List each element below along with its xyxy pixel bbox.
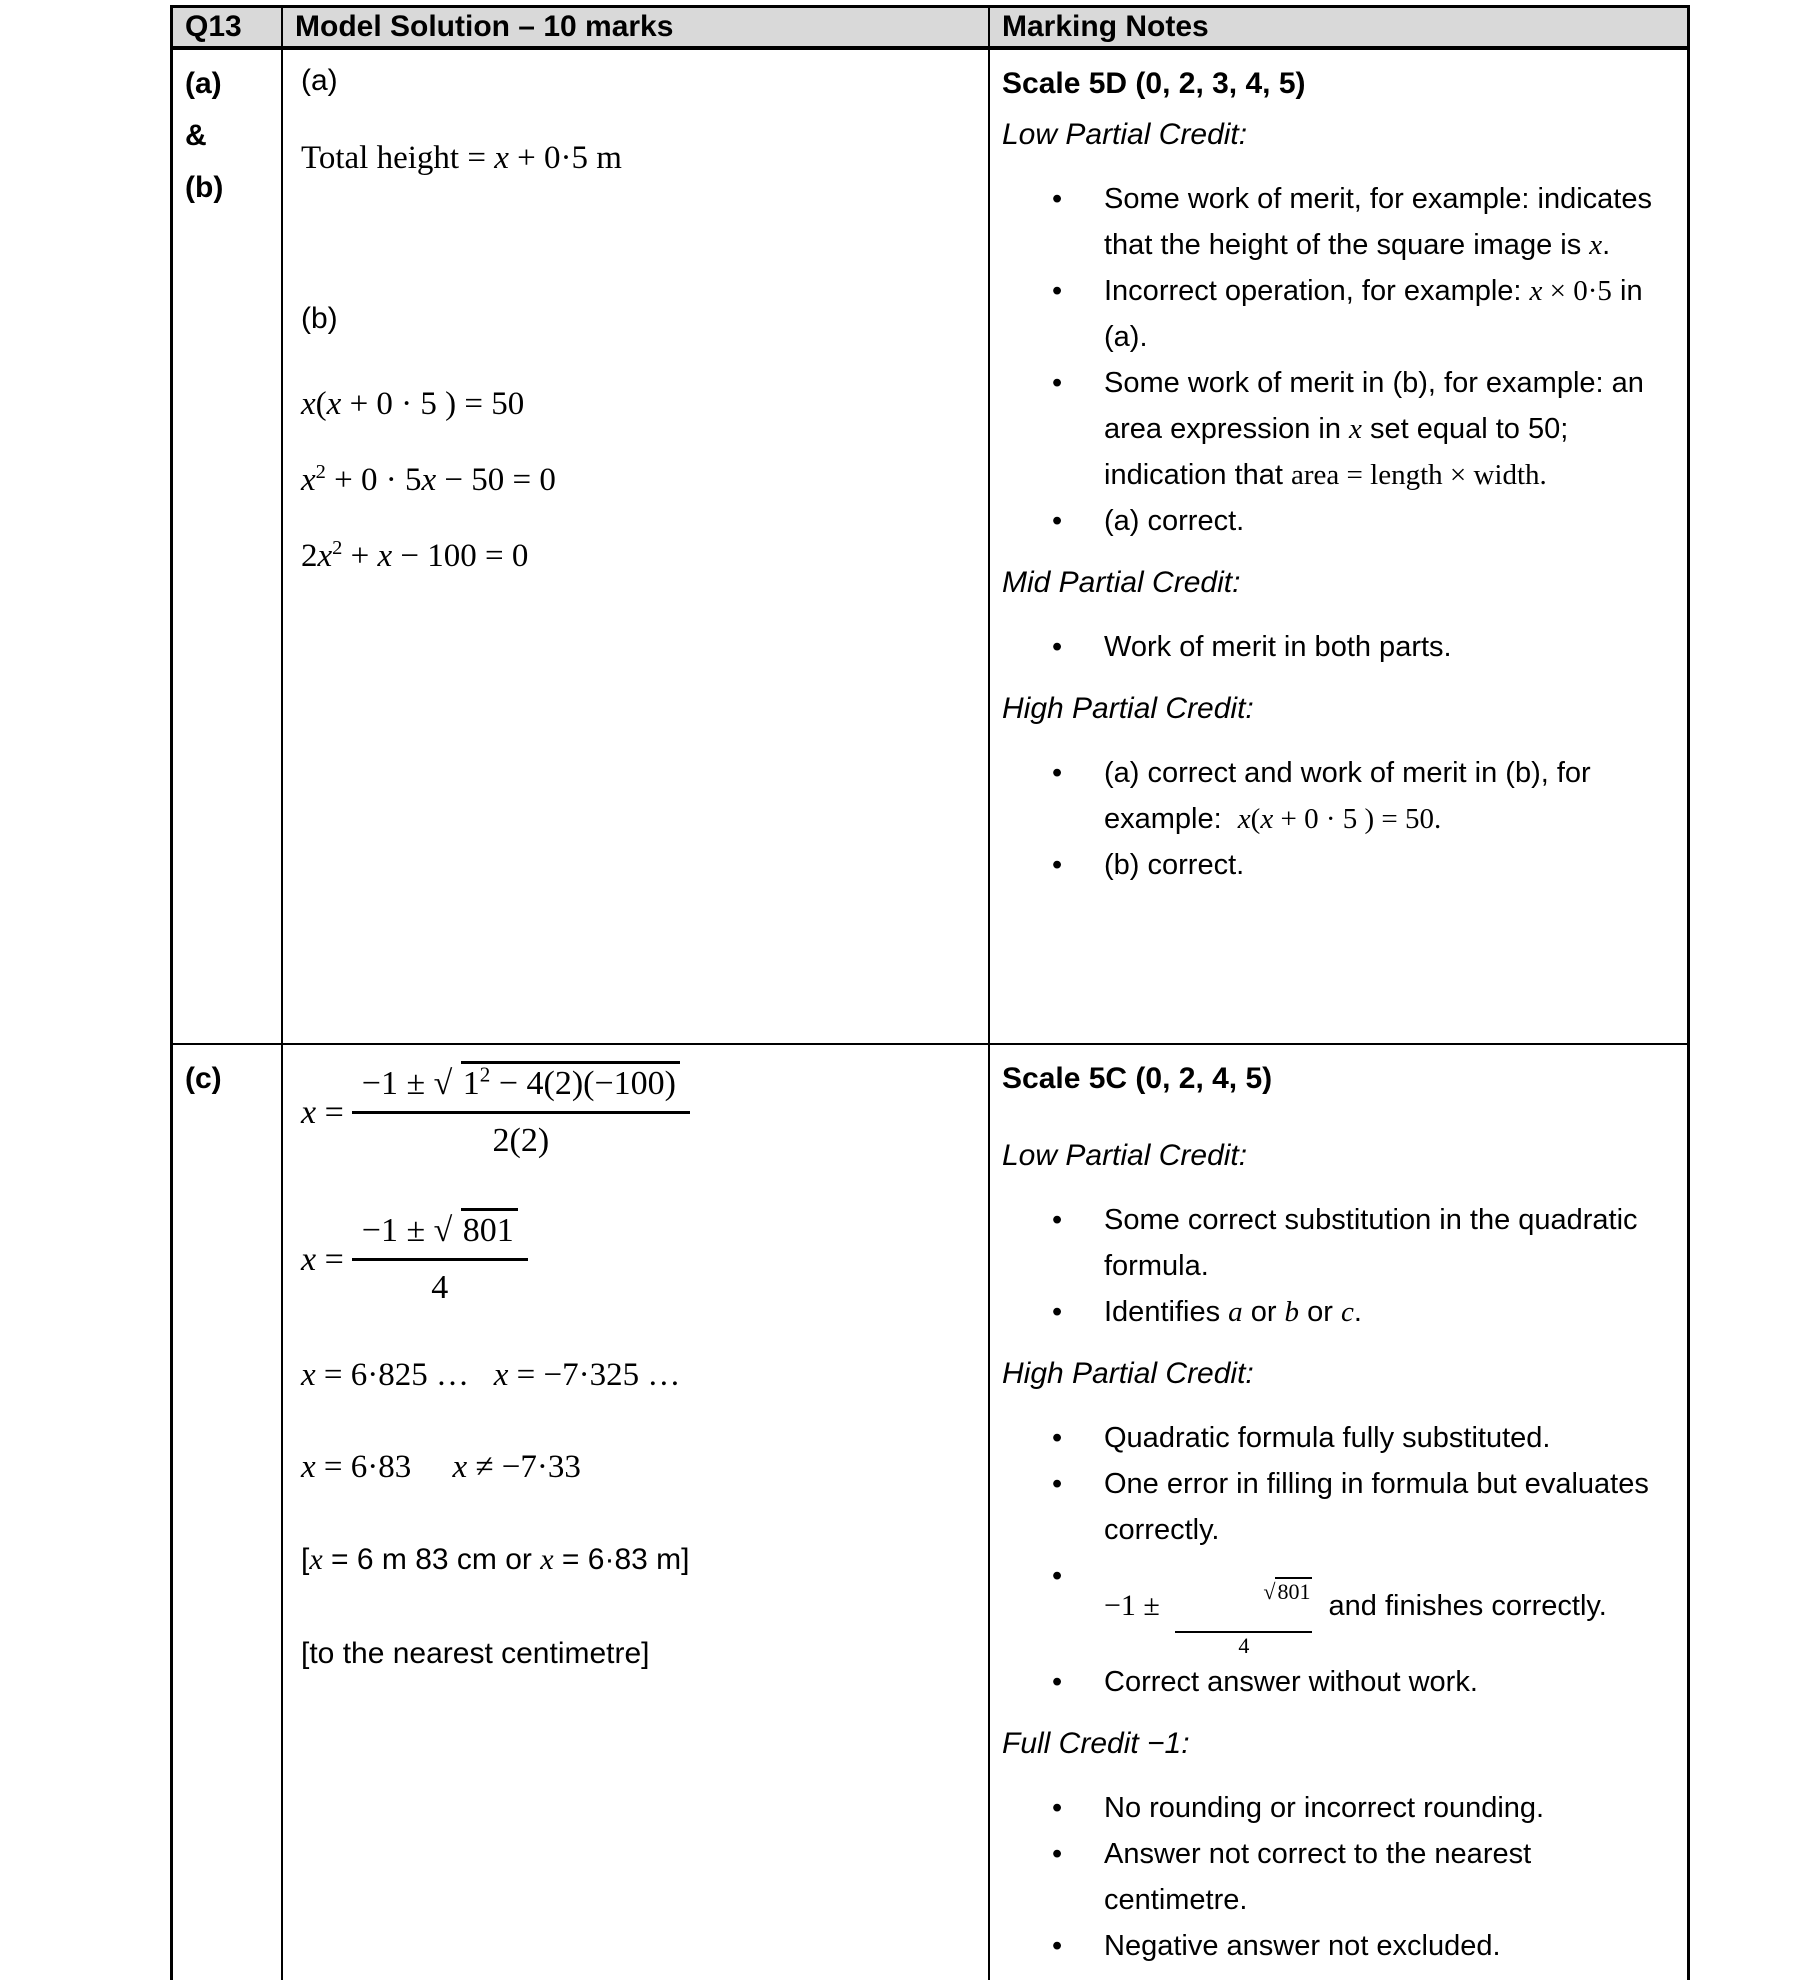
row-c-label-cell <box>173 1045 283 1980</box>
radical-sign: √ <box>433 1212 453 1249</box>
bullet-dot: • <box>1052 183 1063 215</box>
bullet-text: Some work of merit, for example: indicates that the height of the square image is x. <box>1104 183 1661 261</box>
high-partial-credit-list <box>1002 1415 1661 1705</box>
high-partial-credit-heading: High Partial Credit: <box>1002 692 1254 725</box>
bullet-dot: • <box>1052 1422 1063 1454</box>
header-marking-notes-label: Marking Notes <box>1002 10 1209 43</box>
quadratic-formula-simplified <box>301 1204 988 1315</box>
bullet-text: (b) correct. <box>1104 849 1245 881</box>
full-credit-minus-1-heading: Full Credit −1: <box>1002 1727 1190 1760</box>
header-question-number <box>173 8 283 50</box>
answer-units-line: [x = 6 m 83 cm or x = 6·83 m] <box>301 1543 690 1576</box>
equation-3: $2x^2 + x - 100 = 0$ <box>301 537 529 574</box>
formula-lead: x = <box>301 1093 344 1131</box>
bullet-item <box>1052 1659 1661 1705</box>
fraction-numerator <box>352 1057 690 1111</box>
quadratic-formula-substituted <box>301 1057 988 1168</box>
mid-partial-credit-list <box>1002 624 1661 670</box>
bullet-item <box>1052 1785 1661 1831</box>
bullet-dot: • <box>1052 505 1063 537</box>
bullet-item <box>1052 1831 1661 1923</box>
bullet-item <box>1052 624 1661 670</box>
bullet-text: Some correct substitution in the quadratic formula. <box>1104 1204 1646 1282</box>
small-fraction-denominator: 4 <box>1175 1631 1312 1659</box>
bullet-text: (a) correct. <box>1104 505 1245 537</box>
row-ab-label-cell <box>173 50 283 1045</box>
bullet-dot: • <box>1052 757 1063 789</box>
ampersand-label: & <box>185 119 207 152</box>
bullet-item <box>1052 842 1661 888</box>
bullet-dot: • <box>1052 1838 1063 1870</box>
bullet-text: Incorrect operation, for example: x × 0·5 in (a). <box>1104 275 1651 353</box>
bullet-text: Negative answer not excluded. <box>1104 1930 1501 1962</box>
square-root <box>434 1208 518 1249</box>
bullet-text: Answer not correct to the nearest centimetre. <box>1104 1838 1540 1916</box>
bullet-dot: • <box>1052 1560 1063 1592</box>
bullet-item <box>1052 750 1661 842</box>
scale-5d-heading: Scale 5D (0, 2, 3, 4, 5) <box>1002 67 1306 100</box>
fraction <box>352 1057 690 1168</box>
numerator-prefix: −1 ± <box>361 1212 434 1249</box>
bullet-item <box>1052 360 1661 498</box>
row-ab-notes-cell <box>990 50 1687 1045</box>
radicand: 801 <box>461 1208 518 1249</box>
roots-line: x = 6·825 … x = −7·325 … <box>301 1357 681 1393</box>
bullet-dot: • <box>1052 275 1063 307</box>
header-model-solution <box>283 8 990 50</box>
radicand: 801 <box>1277 1579 1311 1604</box>
bullet-dot: • <box>1052 1296 1063 1328</box>
fraction-denominator: 4 <box>352 1258 528 1315</box>
radical-sign: √ <box>433 1065 453 1102</box>
bullet-item <box>1052 1553 1661 1659</box>
high-partial-credit-heading: High Partial Credit: <box>1002 1357 1254 1390</box>
bullet-dot: • <box>1052 1792 1063 1824</box>
bullet-item <box>1052 1197 1661 1289</box>
full-credit-list <box>1002 1785 1661 1969</box>
bullet-dot: • <box>1052 849 1063 881</box>
bullet-dot: • <box>1052 367 1063 399</box>
low-partial-credit-heading: Low Partial Credit: <box>1002 118 1248 151</box>
bullet-item <box>1052 1415 1661 1461</box>
radical-sign: √ <box>1263 1579 1276 1604</box>
part-b-label: (b) <box>185 171 224 204</box>
fraction-bullet-prefix: −1 ± <box>1104 1589 1168 1622</box>
low-partial-credit-list <box>1002 1197 1661 1335</box>
bullet-dot: • <box>1052 1468 1063 1500</box>
numerator-prefix: −1 ± <box>361 1065 434 1102</box>
equation-1: x(x + 0 · 5 ) = 50 <box>301 386 525 422</box>
solution-part-b-heading: (b) <box>301 302 338 335</box>
bullet-item <box>1052 1923 1661 1969</box>
header-marking-notes <box>990 8 1687 50</box>
bullet-dot: • <box>1052 1666 1063 1698</box>
part-a-label: (a) <box>185 67 222 100</box>
mid-partial-credit-heading: Mid Partial Credit: <box>1002 566 1241 599</box>
bullet-dot: • <box>1052 1204 1063 1236</box>
row-ab-solution-cell <box>283 50 990 1045</box>
part-c-label: (c) <box>185 1062 222 1095</box>
high-partial-credit-list <box>1002 750 1661 888</box>
rounded-roots-line: x = 6·83 x ≠ −7·33 <box>301 1449 581 1485</box>
header-question-number-label: Q13 <box>185 10 242 43</box>
low-partial-credit-heading: Low Partial Credit: <box>1002 1139 1248 1172</box>
small-fraction-numerator <box>1175 1553 1312 1631</box>
bullet-item <box>1052 498 1661 544</box>
fraction-denominator: 2(2) <box>352 1111 690 1168</box>
fraction <box>352 1204 528 1315</box>
bullet-item <box>1052 1461 1661 1553</box>
nearest-centimetre-line: [to the nearest centimetre] <box>301 1637 650 1670</box>
bullet-item <box>1052 1289 1661 1335</box>
bullet-text: Quadratic formula fully substituted. <box>1104 1422 1551 1454</box>
square-root <box>434 1061 680 1102</box>
solution-part-a-heading: (a) <box>301 64 338 97</box>
low-partial-credit-list <box>1002 176 1661 544</box>
radicand: $1^2 - 4(2)(-100)$ <box>461 1061 680 1102</box>
bullet-item <box>1052 268 1661 360</box>
fraction-bullet-suffix: and finishes correctly. <box>1320 1590 1607 1622</box>
bullet-text: Identifies a or b or c. <box>1104 1296 1362 1328</box>
bullet-text: One error in filling in formula but evaluates correctly. <box>1104 1468 1657 1546</box>
scale-5c-heading: Scale 5C (0, 2, 4, 5) <box>1002 1062 1273 1095</box>
row-c-solution-cell <box>283 1045 990 1980</box>
bullet-item <box>1052 176 1661 268</box>
fraction-numerator <box>352 1204 528 1258</box>
small-fraction <box>1175 1553 1312 1659</box>
bullet-dot: • <box>1052 631 1063 663</box>
bullet-text: (a) correct and work of merit in (b), for example: x(x + 0 · 5 ) = 50. <box>1104 757 1599 835</box>
bullet-text <box>1104 1553 1661 1659</box>
equation-2: $x^2 + 0 \cdot 5x - 50 = 0$ <box>301 461 556 498</box>
bullet-text: Work of merit in both parts. <box>1104 631 1452 663</box>
formula-lead: x = <box>301 1240 344 1278</box>
bullet-text: Correct answer without work. <box>1104 1666 1478 1698</box>
row-c-notes-cell <box>990 1045 1687 1980</box>
marking-scheme-table <box>170 5 1690 1980</box>
bullet-text: No rounding or incorrect rounding. <box>1104 1792 1545 1824</box>
bullet-text: Some work of merit in (b), for example: an area expression in x set equal to 50; indication that area = length × width. <box>1104 367 1652 491</box>
total-height-equation: Total height = x + 0·5 m <box>301 140 622 176</box>
bullet-dot: • <box>1052 1930 1063 1962</box>
header-model-solution-label: Model Solution – 10 marks <box>295 10 674 43</box>
